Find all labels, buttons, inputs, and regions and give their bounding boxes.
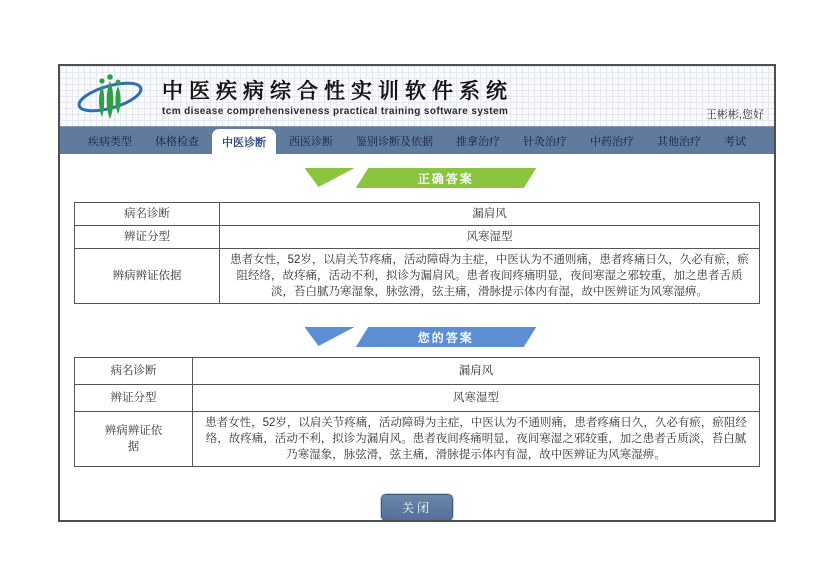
- table-row: [75, 385, 760, 412]
- tcm-logo-icon: [74, 70, 146, 122]
- disease-diagnosis-value: 漏肩风: [220, 203, 760, 226]
- disease-diagnosis-label: 病名诊断: [75, 203, 220, 226]
- app-title: 中医疾病综合性实训软件系统: [162, 79, 513, 103]
- your-answer-banner-label: 您的答案: [417, 330, 474, 345]
- table-row: [75, 203, 760, 226]
- syndrome-type-label: 辨证分型: [75, 385, 193, 412]
- table-row: [75, 226, 760, 249]
- syndrome-type-value: 风寒湿型: [220, 226, 760, 249]
- close-button[interactable]: 关闭: [381, 494, 453, 521]
- diagnosis-basis-label: 辨病辨证依据: [75, 249, 220, 304]
- nav-bar: [60, 126, 774, 154]
- your-answer-banner: [60, 327, 774, 347]
- syndrome-type-label: 辨证分型: [75, 226, 220, 249]
- tab-other-treatment[interactable]: 其他治疗: [657, 135, 701, 148]
- table-row: [75, 249, 760, 304]
- diagnosis-basis-value: 患者女性，52岁，以肩关节疼痛，活动障碍为主症，中医认为不通则痛，患者疼痛日久，久必有瘀，瘀阻经络，故疼痛，活动不利，拟诊为漏肩风。患者夜间疼痛明显，夜间寒湿之邪较重，加之患者舌质淡，苔白腻乃寒湿象，脉弦滑，弦主痛，滑脉提示体内有湿，故中医辨证为风寒湿痹。: [220, 249, 760, 304]
- disease-diagnosis-value: 漏肩风: [193, 358, 760, 385]
- title-block: [162, 75, 513, 117]
- table-row: [75, 412, 760, 467]
- tab-physical-exam[interactable]: 体格检查: [155, 135, 199, 148]
- down-triangle-icon: [305, 327, 355, 346]
- syndrome-type-value: 风寒湿型: [193, 385, 760, 412]
- app-header: [60, 66, 774, 126]
- tab-herbal-treatment[interactable]: 中药治疗: [590, 135, 634, 148]
- correct-answer-ribbon: [355, 168, 535, 188]
- table-row: [75, 358, 760, 385]
- diagnosis-basis-value: 患者女性，52岁，以肩关节疼痛，活动障碍为主症，中医认为不通则痛，患者疼痛日久，久必有瘀，瘀阻经络，故疼痛，活动不利，拟诊为漏肩风。患者夜间疼痛明显，夜间寒湿之邪较重，加之患者舌质淡，苔白腻乃寒湿象，脉弦滑，弦主痛，滑脉提示体内有湿，故中医辨证为风寒湿痹。: [193, 412, 760, 467]
- correct-answer-table: [74, 202, 760, 304]
- tab-exam[interactable]: 考试: [724, 135, 746, 148]
- your-answer-table: [74, 357, 760, 467]
- diagnosis-basis-label: 辨病辨证依据: [75, 412, 193, 467]
- app-window: [58, 64, 776, 522]
- tab-acupuncture-treatment[interactable]: 针灸治疗: [523, 135, 567, 148]
- tab-differential-diagnosis[interactable]: 鉴别诊断及依据: [356, 135, 433, 148]
- correct-answer-banner: [60, 168, 774, 188]
- down-triangle-icon: [305, 168, 355, 187]
- tab-western-diagnosis[interactable]: 西医诊断: [289, 135, 333, 148]
- footer: [60, 494, 774, 521]
- tab-disease-type[interactable]: 疾病类型: [88, 135, 132, 148]
- tab-tuina-treatment[interactable]: 推拿治疗: [456, 135, 500, 148]
- your-answer-ribbon: [355, 327, 535, 347]
- content-area: [60, 154, 774, 521]
- correct-answer-banner-label: 正确答案: [417, 171, 474, 186]
- app-subtitle: tcm disease comprehensiveness practical training software system: [162, 106, 509, 117]
- user-greeting: 王彬彬,您好: [705, 109, 764, 121]
- tab-tcm-diagnosis[interactable]: 中医诊断: [212, 129, 276, 154]
- disease-diagnosis-label: 病名诊断: [75, 358, 193, 385]
